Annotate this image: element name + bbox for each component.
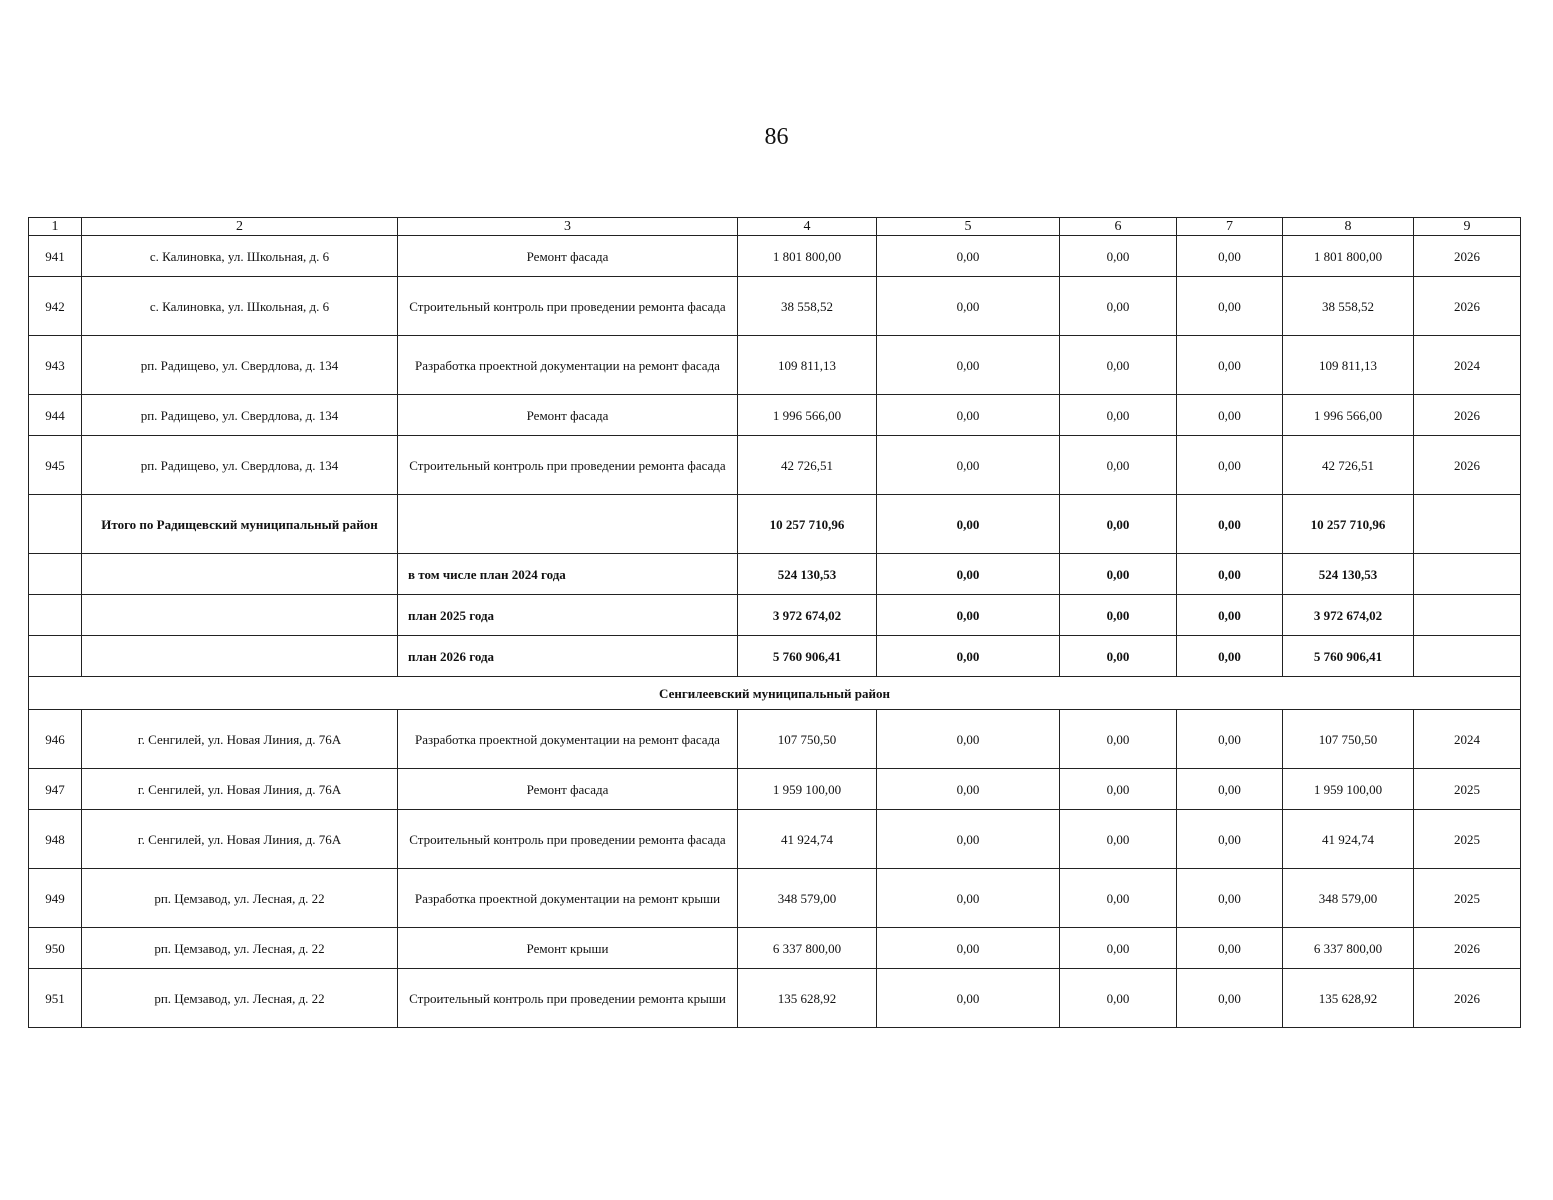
- year-cell: 2026: [1414, 969, 1521, 1028]
- address-cell: рп. Радищево, ул. Свердлова, д. 134: [82, 336, 398, 395]
- cost-fund-cell: 348 579,00: [1283, 869, 1414, 928]
- address-cell: рп. Радищево, ул. Свердлова, д. 134: [82, 436, 398, 495]
- total-cell: 0,00: [877, 495, 1060, 554]
- row-number: 950: [29, 928, 82, 969]
- year-cell: 2026: [1414, 236, 1521, 277]
- row-number: 948: [29, 810, 82, 869]
- plan-cell: 0,00: [1177, 554, 1283, 595]
- cost-fund-cell: 6 337 800,00: [1283, 928, 1414, 969]
- cost-cell: 0,00: [1060, 869, 1177, 928]
- table-row: [29, 336, 1521, 395]
- work-type-cell: Строительный контроль при проведении ремонта фасада: [398, 277, 738, 336]
- empty-cell: [1414, 636, 1521, 677]
- cost-cell: 0,00: [877, 928, 1060, 969]
- plan-cell: 0,00: [1060, 636, 1177, 677]
- cost-total-cell: 1 996 566,00: [738, 395, 877, 436]
- work-type-cell: Разработка проектной документации на ремонт фасада: [398, 710, 738, 769]
- row-number: 945: [29, 436, 82, 495]
- year-cell: 2026: [1414, 928, 1521, 969]
- plan-cell: 0,00: [877, 554, 1060, 595]
- year-cell: 2026: [1414, 277, 1521, 336]
- section-title: Сенгилеевский муниципальный район: [29, 677, 1521, 710]
- cost-cell: 0,00: [1060, 710, 1177, 769]
- column-number: 6: [1060, 218, 1177, 236]
- cost-cell: 0,00: [877, 869, 1060, 928]
- row-number: 943: [29, 336, 82, 395]
- cost-cell: 0,00: [877, 395, 1060, 436]
- address-cell: г. Сенгилей, ул. Новая Линия, д. 76А: [82, 769, 398, 810]
- empty-cell: [1414, 495, 1521, 554]
- row-number: 947: [29, 769, 82, 810]
- cost-fund-cell: 41 924,74: [1283, 810, 1414, 869]
- cost-total-cell: 107 750,50: [738, 710, 877, 769]
- work-type-cell: Строительный контроль при проведении ремонта фасада: [398, 436, 738, 495]
- plan-cell: 0,00: [877, 595, 1060, 636]
- column-number: 9: [1414, 218, 1521, 236]
- page-number: 86: [764, 124, 789, 150]
- year-cell: 2026: [1414, 395, 1521, 436]
- plan-row: [29, 554, 1521, 595]
- cost-cell: 0,00: [1177, 336, 1283, 395]
- plan-cell: 3 972 674,02: [738, 595, 877, 636]
- address-cell: г. Сенгилей, ул. Новая Линия, д. 76А: [82, 710, 398, 769]
- column-number: 4: [738, 218, 877, 236]
- year-cell: 2024: [1414, 336, 1521, 395]
- cost-fund-cell: 1 959 100,00: [1283, 769, 1414, 810]
- cost-cell: 0,00: [1060, 769, 1177, 810]
- cost-total-cell: 109 811,13: [738, 336, 877, 395]
- cost-cell: 0,00: [1060, 436, 1177, 495]
- cost-cell: 0,00: [1060, 395, 1177, 436]
- table-row: [29, 928, 1521, 969]
- cost-cell: 0,00: [877, 277, 1060, 336]
- table-row: [29, 277, 1521, 336]
- cost-cell: 0,00: [1177, 710, 1283, 769]
- empty-cell: [1414, 554, 1521, 595]
- empty-cell: [29, 495, 82, 554]
- row-number: 942: [29, 277, 82, 336]
- section-row: [29, 677, 1521, 710]
- total-row: [29, 495, 1521, 554]
- plan-cell: 0,00: [1177, 636, 1283, 677]
- plan-cell: 524 130,53: [738, 554, 877, 595]
- cost-total-cell: 38 558,52: [738, 277, 877, 336]
- total-cell: 0,00: [1060, 495, 1177, 554]
- table-row: [29, 710, 1521, 769]
- work-type-cell: Разработка проектной документации на ремонт фасада: [398, 336, 738, 395]
- cost-cell: 0,00: [1177, 236, 1283, 277]
- cost-fund-cell: 109 811,13: [1283, 336, 1414, 395]
- cost-cell: 0,00: [1177, 395, 1283, 436]
- cost-cell: 0,00: [1060, 969, 1177, 1028]
- year-cell: 2025: [1414, 869, 1521, 928]
- cost-cell: 0,00: [877, 710, 1060, 769]
- work-type-cell: Ремонт крыши: [398, 928, 738, 969]
- empty-cell: [29, 595, 82, 636]
- work-type-cell: Строительный контроль при проведении ремонта фасада: [398, 810, 738, 869]
- cost-total-cell: 1 801 800,00: [738, 236, 877, 277]
- empty-cell: [398, 495, 738, 554]
- cost-cell: 0,00: [1060, 928, 1177, 969]
- column-number: 8: [1283, 218, 1414, 236]
- cost-total-cell: 42 726,51: [738, 436, 877, 495]
- plan-row: [29, 636, 1521, 677]
- work-type-cell: Ремонт фасада: [398, 395, 738, 436]
- row-number: 941: [29, 236, 82, 277]
- cost-cell: 0,00: [1060, 277, 1177, 336]
- empty-cell: [1414, 595, 1521, 636]
- cost-cell: 0,00: [877, 769, 1060, 810]
- cost-cell: 0,00: [1177, 969, 1283, 1028]
- plan-row: [29, 595, 1521, 636]
- address-cell: рп. Цемзавод, ул. Лесная, д. 22: [82, 869, 398, 928]
- cost-total-cell: 135 628,92: [738, 969, 877, 1028]
- cost-cell: 0,00: [877, 436, 1060, 495]
- cost-total-cell: 1 959 100,00: [738, 769, 877, 810]
- plan-cell: 524 130,53: [1283, 554, 1414, 595]
- repair-register-table: [28, 217, 1521, 1028]
- cost-cell: 0,00: [877, 236, 1060, 277]
- work-type-cell: Ремонт фасада: [398, 769, 738, 810]
- address-cell: рп. Цемзавод, ул. Лесная, д. 22: [82, 969, 398, 1028]
- column-header-row: [29, 218, 1521, 236]
- empty-cell: [82, 636, 398, 677]
- cost-cell: 0,00: [1177, 869, 1283, 928]
- total-cell: 0,00: [1177, 495, 1283, 554]
- column-number: 7: [1177, 218, 1283, 236]
- year-cell: 2025: [1414, 810, 1521, 869]
- table-row: [29, 869, 1521, 928]
- address-cell: с. Калиновка, ул. Школьная, д. 6: [82, 277, 398, 336]
- address-cell: с. Калиновка, ул. Школьная, д. 6: [82, 236, 398, 277]
- plan-label: план 2025 года: [398, 595, 738, 636]
- cost-cell: 0,00: [877, 810, 1060, 869]
- plan-cell: 0,00: [1060, 595, 1177, 636]
- cost-cell: 0,00: [1177, 436, 1283, 495]
- plan-cell: 0,00: [1060, 554, 1177, 595]
- cost-fund-cell: 42 726,51: [1283, 436, 1414, 495]
- empty-cell: [29, 554, 82, 595]
- cost-fund-cell: 135 628,92: [1283, 969, 1414, 1028]
- plan-cell: 5 760 906,41: [738, 636, 877, 677]
- work-type-cell: Строительный контроль при проведении ремонта крыши: [398, 969, 738, 1028]
- plan-cell: 3 972 674,02: [1283, 595, 1414, 636]
- empty-cell: [82, 595, 398, 636]
- address-cell: рп. Радищево, ул. Свердлова, д. 134: [82, 395, 398, 436]
- empty-cell: [82, 554, 398, 595]
- table-row: [29, 236, 1521, 277]
- plan-cell: 5 760 906,41: [1283, 636, 1414, 677]
- cost-total-cell: 348 579,00: [738, 869, 877, 928]
- cost-cell: 0,00: [1060, 336, 1177, 395]
- total-cell: 10 257 710,96: [1283, 495, 1414, 554]
- row-number: 949: [29, 869, 82, 928]
- plan-label: план 2026 года: [398, 636, 738, 677]
- address-cell: рп. Цемзавод, ул. Лесная, д. 22: [82, 928, 398, 969]
- cost-cell: 0,00: [877, 336, 1060, 395]
- table-row: [29, 769, 1521, 810]
- column-number: 3: [398, 218, 738, 236]
- cost-cell: 0,00: [1177, 928, 1283, 969]
- cost-fund-cell: 1 996 566,00: [1283, 395, 1414, 436]
- work-type-cell: Ремонт фасада: [398, 236, 738, 277]
- cost-cell: 0,00: [1177, 769, 1283, 810]
- cost-cell: 0,00: [1060, 810, 1177, 869]
- plan-cell: 0,00: [1177, 595, 1283, 636]
- row-number: 944: [29, 395, 82, 436]
- table-row: [29, 436, 1521, 495]
- total-label: Итого по Радищевский муниципальный район: [82, 495, 398, 554]
- cost-total-cell: 6 337 800,00: [738, 928, 877, 969]
- year-cell: 2024: [1414, 710, 1521, 769]
- plan-cell: 0,00: [877, 636, 1060, 677]
- cost-fund-cell: 1 801 800,00: [1283, 236, 1414, 277]
- table-row: [29, 810, 1521, 869]
- cost-fund-cell: 38 558,52: [1283, 277, 1414, 336]
- cost-cell: 0,00: [1177, 810, 1283, 869]
- cost-cell: 0,00: [1177, 277, 1283, 336]
- address-cell: г. Сенгилей, ул. Новая Линия, д. 76А: [82, 810, 398, 869]
- table-row: [29, 395, 1521, 436]
- plan-label: в том числе план 2024 года: [398, 554, 738, 595]
- cost-cell: 0,00: [877, 969, 1060, 1028]
- column-number: 2: [82, 218, 398, 236]
- column-number: 5: [877, 218, 1060, 236]
- empty-cell: [29, 636, 82, 677]
- year-cell: 2026: [1414, 436, 1521, 495]
- row-number: 946: [29, 710, 82, 769]
- cost-cell: 0,00: [1060, 236, 1177, 277]
- column-number: 1: [29, 218, 82, 236]
- total-cell: 10 257 710,96: [738, 495, 877, 554]
- row-number: 951: [29, 969, 82, 1028]
- year-cell: 2025: [1414, 769, 1521, 810]
- table-row: [29, 969, 1521, 1028]
- work-type-cell: Разработка проектной документации на ремонт крыши: [398, 869, 738, 928]
- cost-fund-cell: 107 750,50: [1283, 710, 1414, 769]
- cost-total-cell: 41 924,74: [738, 810, 877, 869]
